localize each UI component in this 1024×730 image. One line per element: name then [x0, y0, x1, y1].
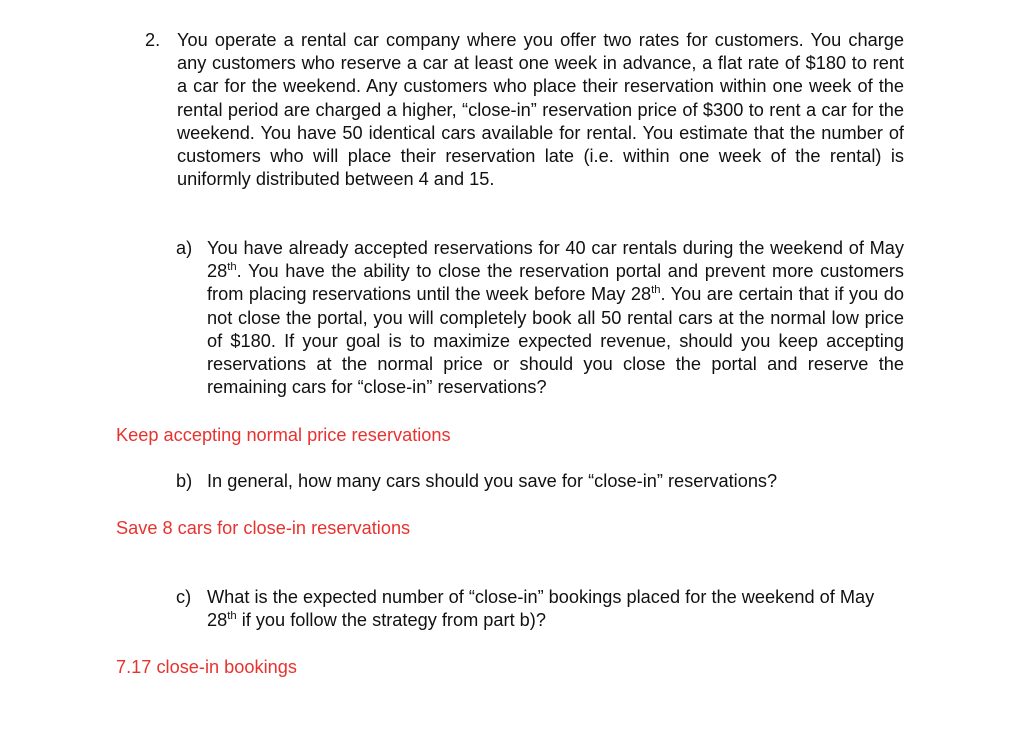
part-c-text-2: if you follow the strategy from part b)?	[236, 610, 546, 631]
part-a-text	[207, 237, 904, 399]
part-c	[176, 586, 905, 632]
part-c-text-1: What is the expected number of “close-in” bookings placed for the weekend of May 28	[207, 587, 875, 631]
part-c-sup-1: th	[227, 609, 237, 622]
part-a-label: a)	[176, 238, 193, 258]
part-a-answer: Keep accepting normal price reservations	[116, 425, 451, 445]
part-a-text-2: . You have the ability to close the reservation portal and prevent more customers from placing reservations until the week before May 28	[207, 261, 904, 305]
question-number: 2.	[145, 30, 161, 50]
part-c-answer: 7.17 close-in bookings	[116, 657, 297, 677]
part-c-label: c)	[176, 587, 192, 607]
part-a-text-1: You have already accepted reservations for 40 car rentals during the weekend of May 28	[207, 238, 904, 282]
part-a-sup-1: th	[227, 260, 237, 273]
question-2	[145, 29, 905, 191]
part-a-sup-2: th	[651, 283, 661, 296]
part-a-text-3: . You are certain that if you do not close the portal, you will completely book all 50 rental cars at the normal low price of $180. If your goal is to maximize expected revenue, should you keep accepting reservations at the normal price or should you close the portal and reserve the remaining cars for “close-in” reservations?	[207, 284, 904, 398]
part-b	[176, 470, 905, 493]
question-text: You operate a rental car company where you offer two rates for customers. You charge any customers who reserve a car at least one week in advance, a flat rate of $180 to rent a car for the weekend. Any customers who place their reservation within one week of the rental period are charged a higher, “close-in” reservation price of $300 to rent a car for the weekend. You have 50 identical cars available for rental. You estimate that the number of customers who will place their reservation late (i.e. within one week of the rental) is uniformly distributed between 4 and 15.	[177, 30, 904, 190]
part-b-answer: Save 8 cars for close-in reservations	[116, 518, 411, 538]
part-b-text: In general, how many cars should you save for “close-in” reservations?	[207, 471, 778, 491]
part-c-text	[207, 586, 904, 632]
part-a	[176, 237, 905, 399]
part-b-label: b)	[176, 471, 193, 491]
